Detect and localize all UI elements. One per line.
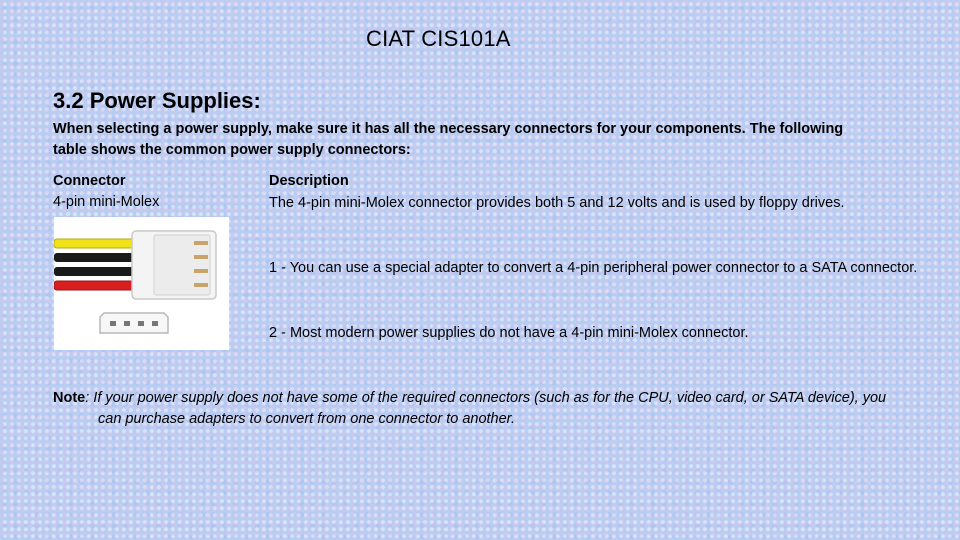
note-paragraph [53,388,913,430]
note-label: Note [53,390,86,406]
note-text: : If your power supply does not have some of the required connectors (such as for the CPU, video card, or SATA device), you can purchase adapters to convert from one connector to another. [85,390,887,427]
connector-note-1: 1 - You can use a special adapter to convert a 4-pin peripheral power connector to a SATA connector. [269,260,918,276]
connector-name: 4-pin mini-Molex [53,194,160,210]
connector-note-2: 2 - Most modern power supplies do not have a 4-pin mini-Molex connector. [269,325,749,341]
section-heading: 3.2 Power Supplies: [53,88,261,113]
intro-paragraph: When selecting a power supply, make sure it has all the necessary connectors for your components. The following table shows the common power supply connectors: [53,121,844,158]
connector-description: The 4-pin mini-Molex connector provides both 5 and 12 volts and is used by floppy drives. [269,195,845,211]
molex-connector-image [54,217,229,350]
slide-title: CIAT CIS101A [366,26,511,51]
connector-column-header: Connector [53,173,126,189]
molex-connector-illustration [54,217,229,350]
description-column-header: Description [269,173,349,189]
